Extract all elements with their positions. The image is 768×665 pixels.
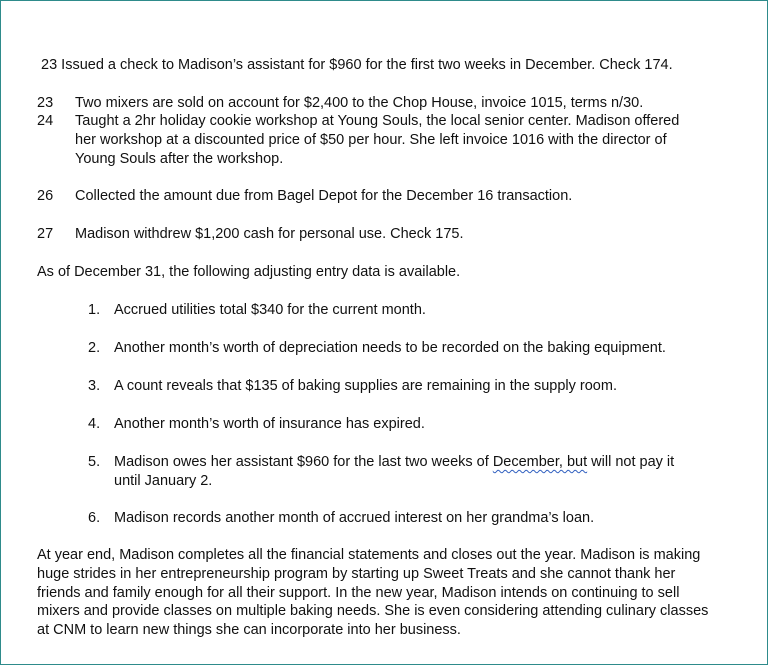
adjustment-item: Another month’s worth of depreciation needs to be recorded on the baking equipment. [114, 340, 666, 356]
transaction-text: Two mixers are sold on account for $2,400 to the Chop House, invoice 1015, terms n/30. [75, 95, 644, 111]
transaction-23-check [41, 56, 673, 74]
transaction-day: 24 [37, 113, 54, 129]
transaction-text-line: her workshop at a discounted price of $50 per hour. She left invoice 1016 with the director of [75, 132, 667, 148]
adjustment-text: will not pay it [587, 454, 675, 470]
adjustment-item: Accrued utilities total $340 for the current month. [114, 302, 426, 318]
transaction-text-line: Young Souls after the workshop. [75, 151, 284, 167]
transaction-day: 23 [37, 95, 54, 111]
transaction-text: Collected the amount due from Bagel Depot for the December 16 transaction. [75, 188, 573, 204]
adjustment-item: Another month’s worth of insurance has expired. [114, 416, 425, 432]
adjusting-intro: As of December 31, the following adjusting entry data is available. [37, 264, 461, 280]
list-number: 6. [88, 510, 101, 526]
adjustment-text: Madison owes her assistant $960 for the last two weeks of [114, 454, 493, 470]
list-number: 5. [88, 454, 101, 470]
transaction-text-line: Taught a 2hr holiday cookie workshop at Young Souls, the local senior center. Madison offered [75, 113, 680, 129]
transaction-text: Issued a check to Madison’s assistant for $960 for the first two weeks in December. Check 174. [61, 57, 673, 73]
list-number: 4. [88, 416, 101, 432]
spellcheck-flag[interactable]: December, but [492, 454, 588, 470]
list-number: 1. [88, 302, 101, 318]
adjustment-item: A count reveals that $135 of baking supplies are remaining in the supply room. [114, 378, 617, 394]
transaction-day: 23 [41, 57, 58, 73]
transaction-text: Madison withdrew $1,200 cash for personal use. Check 175. [75, 226, 464, 242]
closing-paragraph: At year end, Madison completes all the financial statements and closes out the year. Madison is making huge strides in her entrepreneurship program by starting up Sweet Treats and she cannot thank her friends and family enough for all their support. In the new year, Madison intends on continuing to sell mixers and provide classes on multiple baking needs. She is even considering attending culinary classes at CNM to learn new things she can incorporate into her business. [37, 547, 709, 639]
list-number: 2. [88, 340, 101, 356]
adjustment-item-continued: until January 2. [114, 473, 213, 489]
list-number: 3. [88, 378, 101, 394]
transaction-day: 27 [37, 226, 54, 242]
adjustment-item [114, 453, 674, 471]
transaction-day: 26 [37, 188, 54, 204]
adjustment-item: Madison records another month of accrued interest on her grandma’s loan. [114, 510, 595, 526]
